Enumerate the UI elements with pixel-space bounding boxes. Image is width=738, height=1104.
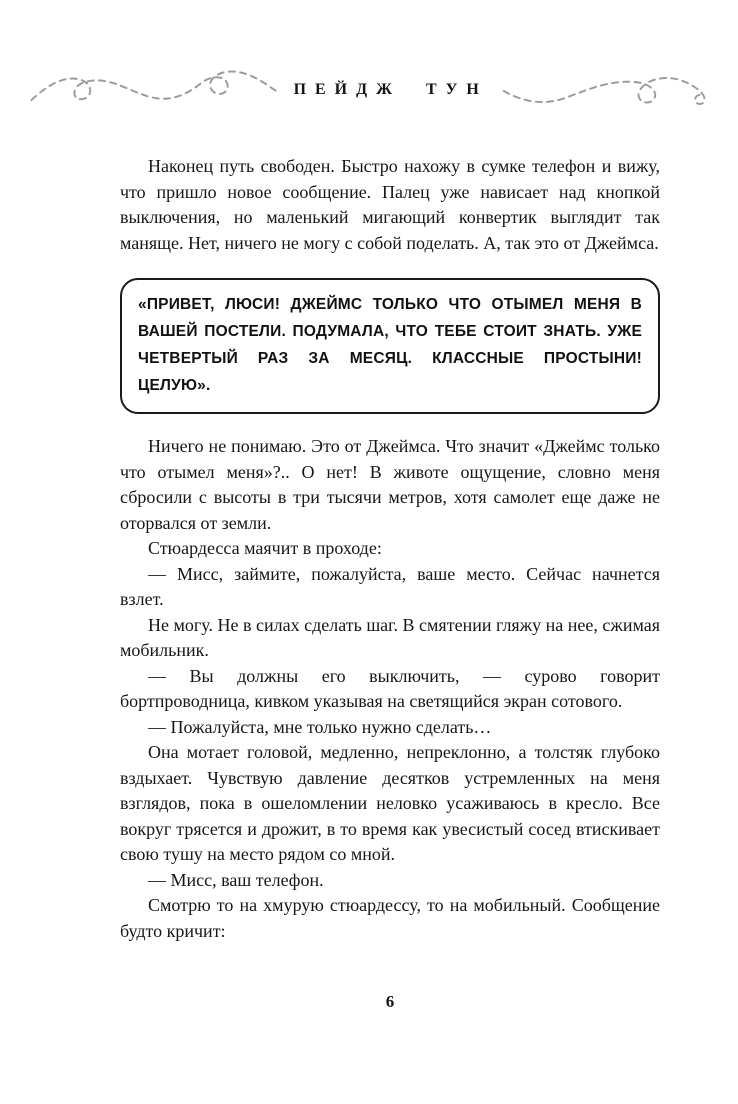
paragraph: — Мисс, ваш телефон. — [148, 869, 324, 890]
paragraph: Она мотает головой, медленно, непреклонно, а толстяк глубоко вздыхает. Чувствую давление десятков устремленных на меня взглядов, пока в ошеломлении неловко усаживаюсь в кресло. Все вокруг трясется и дрожит, в то время как увесистый сосед втискивает свою тушу на место рядом со мной. — [120, 742, 660, 864]
decorative-squiggle-left-icon — [28, 62, 280, 120]
paragraph: — Пожалуйста, мне только нужно сделать… — [148, 716, 492, 737]
page-header — [28, 62, 710, 120]
running-title: ПЕЙДЖ ТУН — [293, 81, 488, 98]
page-number: 6 — [385, 992, 395, 1011]
paragraph: — Вы должны его выключить, — сурово говорит бортпроводница, кивком указывая на светящийся экран сотового. — [120, 665, 660, 711]
paragraph: Ничего не понимаю. Это от Джеймса. Что значит «Джеймс только что отымел меня»?.. О нет! В животе ощущение, словно меня сбросили с высоты в три тысячи метров, хотя самолет еще даже не оторвался от земли. — [120, 436, 660, 533]
paragraph: Не могу. Не в силах сделать шаг. В смятении гляжу на нее, сжимая мобильник. — [120, 614, 660, 660]
decorative-squiggle-right-icon — [502, 62, 710, 120]
paragraph: — Мисс, займите, пожалуйста, ваше место. Сейчас начнется взлет. — [120, 563, 660, 609]
text-block — [120, 154, 660, 944]
paragraph: Смотрю то на хмурую стюардессу, то на мобильный. Сообщение будто кричит: — [120, 895, 660, 941]
paragraph: Стюардесса маячит в проходе: — [148, 538, 382, 558]
sms-message-text: «ПРИВЕТ, ЛЮСИ! ДЖЕЙМС ТОЛЬКО ЧТО ОТЫМЕЛ МЕНЯ В ВАШЕЙ ПОСТЕЛИ. ПОДУМАЛА, ЧТО ТЕБЕ СТОИТ ЗНАТЬ. УЖЕ ЧЕТВЕРТЫЙ РАЗ ЗА МЕСЯЦ. КЛАССНЫЕ ПРОСТЫНИ! ЦЕЛУЮ». — [138, 296, 642, 394]
sms-message-box — [120, 278, 660, 414]
paragraph: Наконец путь свободен. Быстро нахожу в сумке телефон и вижу, что пришло новое сообщение. Палец уже нависает над кнопкой выключения, но маленький мигающий конвертик выглядит так маняще. Нет, ничего не могу с собой поделать. А, так это от Джеймса. — [120, 156, 660, 253]
